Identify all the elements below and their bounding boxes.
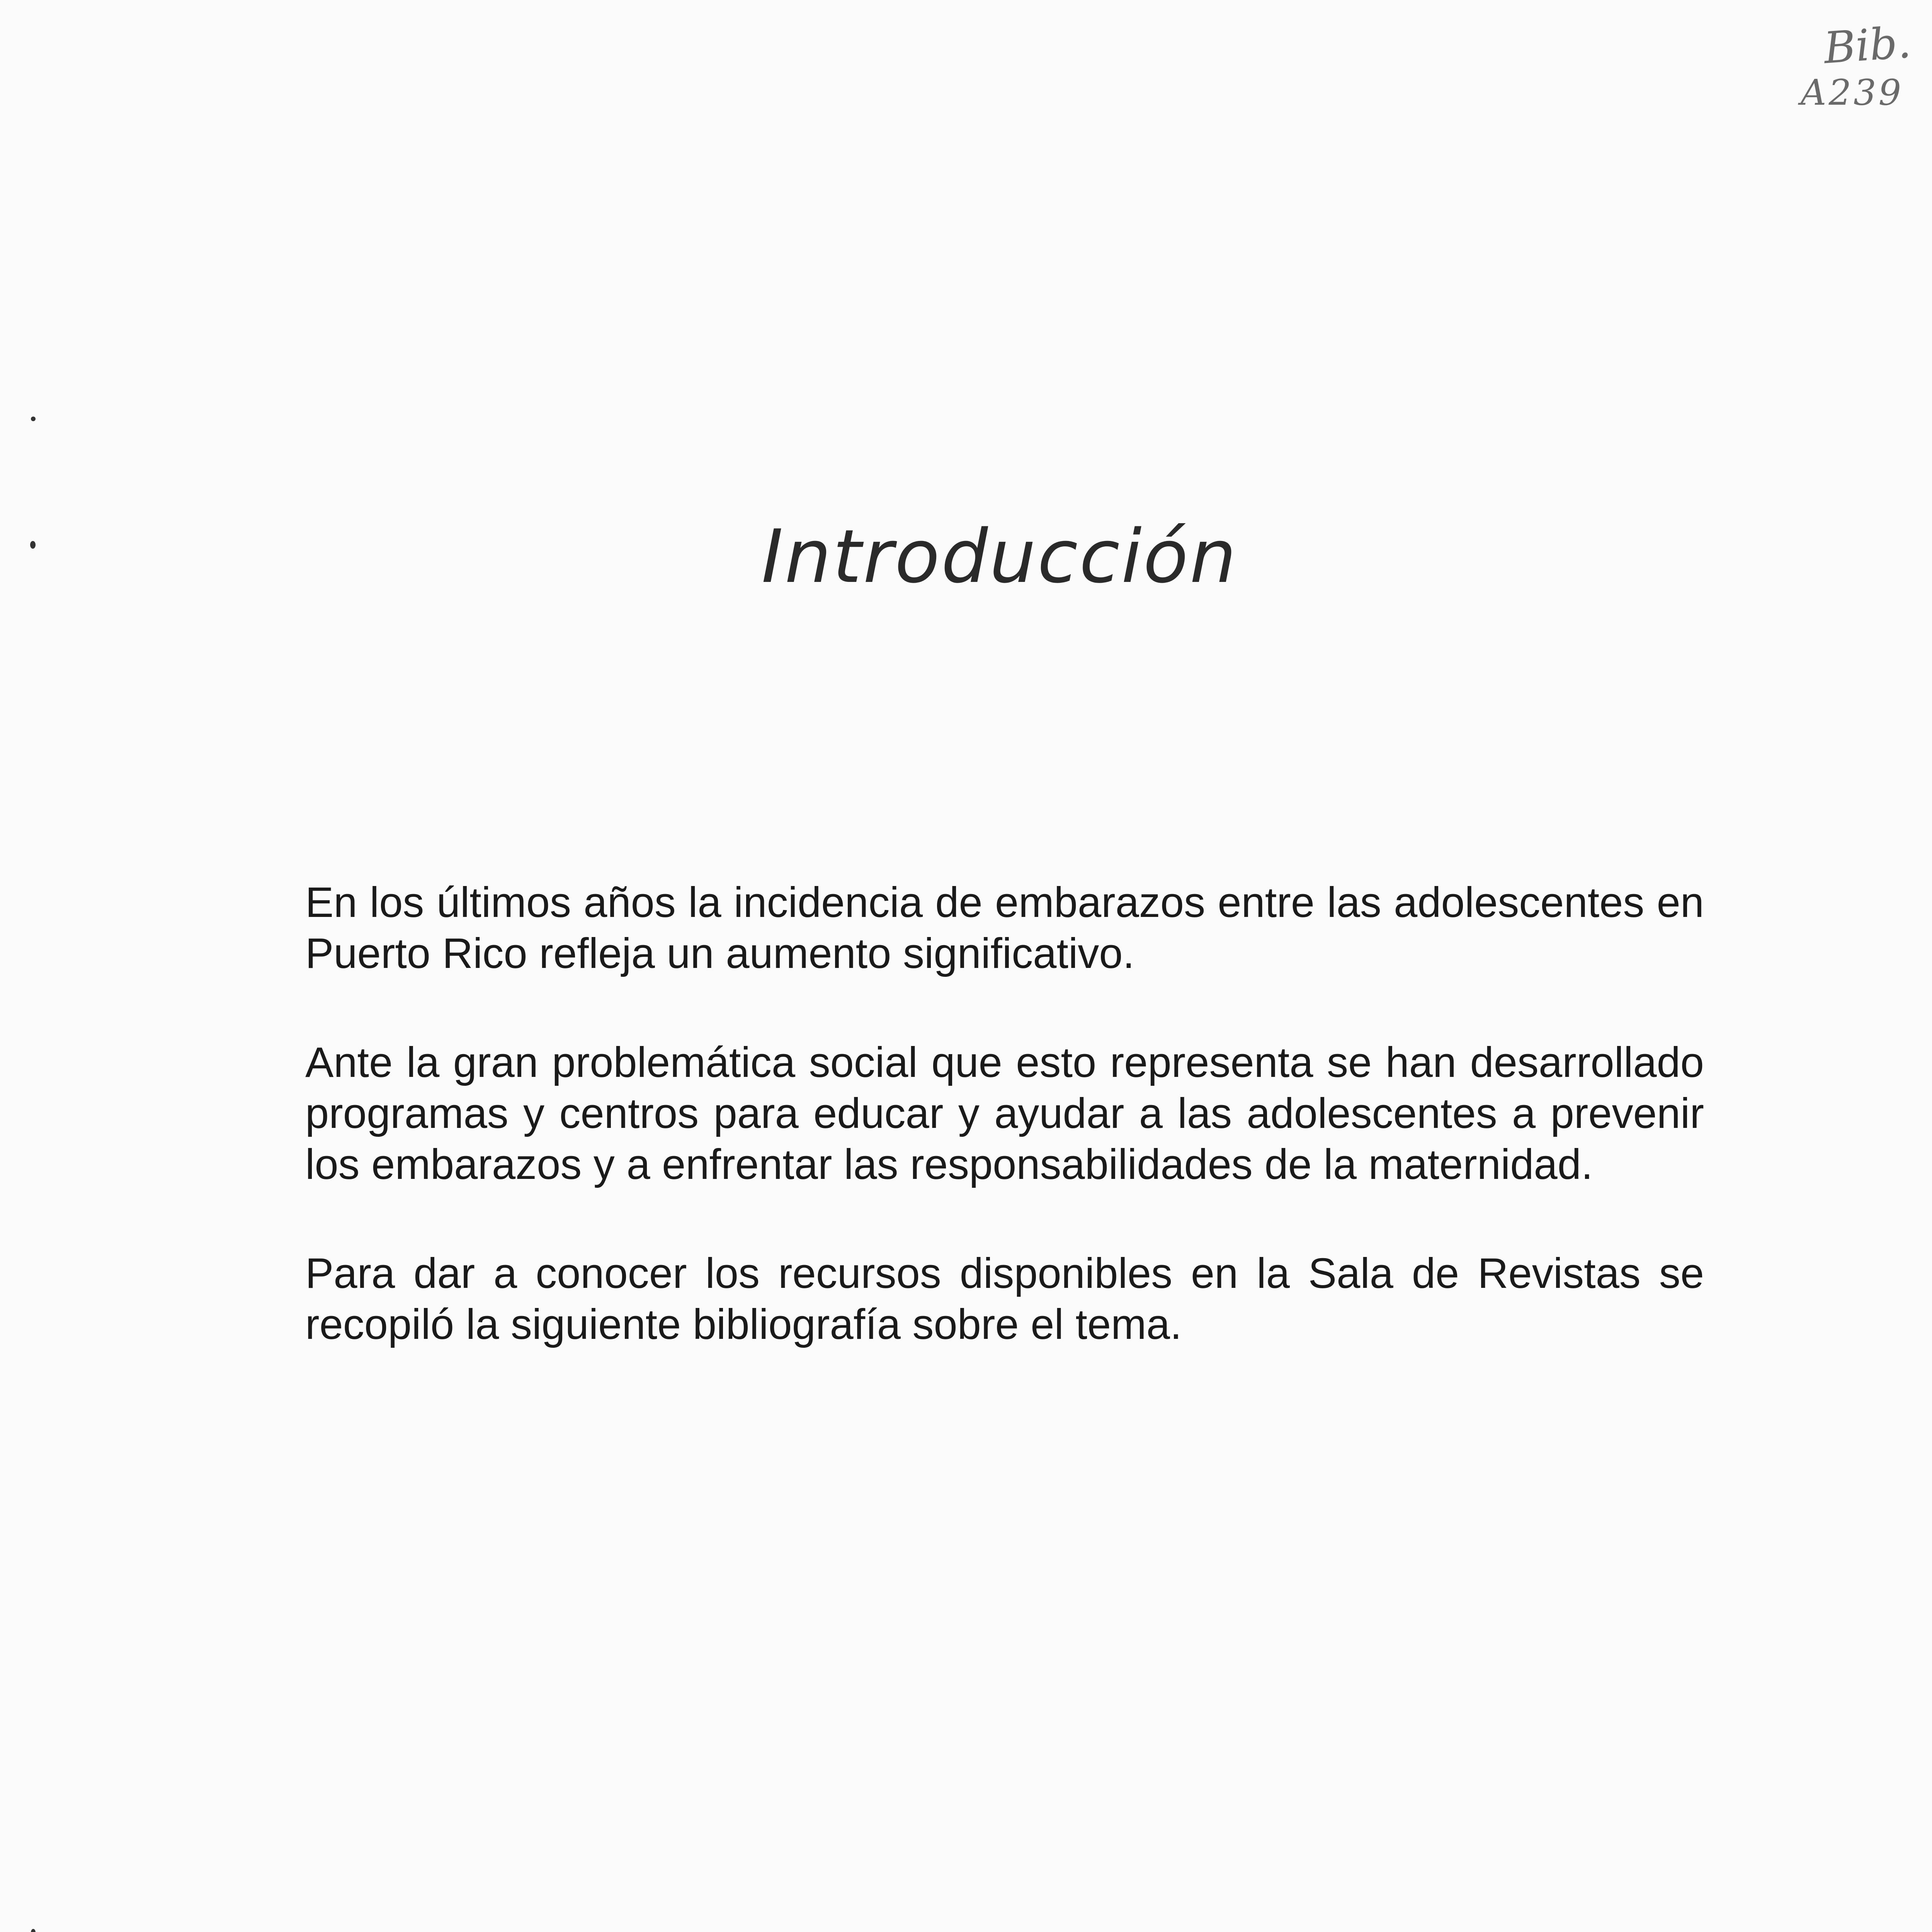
annotation-bib: Bib. xyxy=(1822,17,1913,74)
paragraph-2: Ante la gran problemática social que esto representa se han desarrollado programas y centros para educar y ayudar a las adolescentes a prevenir los embarazos y a enfrentar las responsabilidades de la maternidad. xyxy=(305,1039,1704,1188)
annotation-call-number: A239 xyxy=(1801,72,1904,113)
paragraph-1: En los últimos años la incidencia de embarazos entre las adolescentes en Puerto Rico refleja un aumento significativo. xyxy=(305,879,1704,977)
handwritten-annotation xyxy=(1801,19,1932,116)
page-title: Introducción xyxy=(761,514,1238,599)
paragraph-3: Para dar a conocer los recursos disponibles en la Sala de Revistas se recopiló la siguiente bibliografía sobre el tema. xyxy=(305,1250,1704,1348)
scan-speck xyxy=(31,417,36,421)
scan-speck xyxy=(31,1929,36,1932)
body-text xyxy=(305,877,1704,1408)
